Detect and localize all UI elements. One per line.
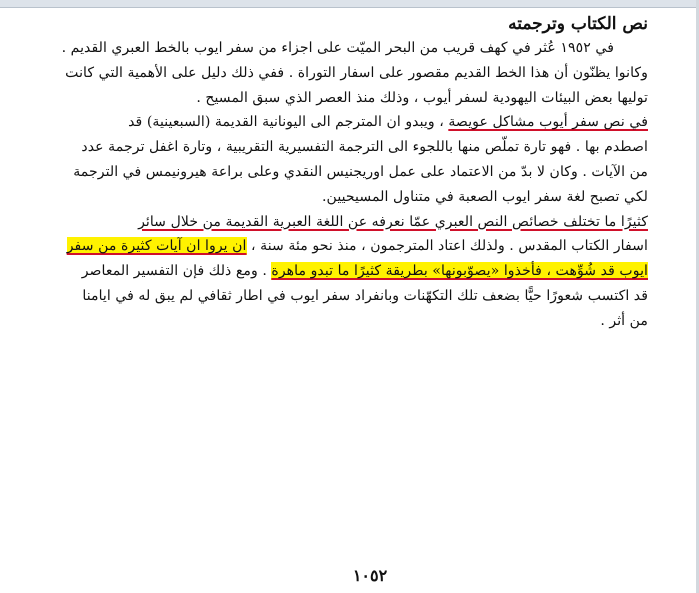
p3-line-3-rest: . ومع ذلك فإن التفسير المعاصر — [81, 263, 272, 280]
body-text — [61, 36, 648, 334]
page-heading: نص الكتاب وترجمته — [508, 14, 648, 34]
p2-line-4: لكي تصبح لغة سفر ايوب الصعبة في متناول المسيحيين. — [322, 188, 648, 205]
p3-line-4: قد اكتسب شعورًا حيًّا بضعف تلك التكهّنات وبانفراد سفر ايوب في اطار ثقافي لم يبق له في ايامنا — [82, 287, 648, 304]
underlined-phrase-problems: في نص سفر أيوب مشاكل عويصة — [448, 114, 648, 131]
p1-line-1: في ١٩٥٢ عُثر في كهف قريب من البحر الميّت على اجزاء من سفر ايوب بالخط العبري القديم . — [61, 40, 614, 56]
p3-line-2-start: اسفار الكتاب المقدس . ولذلك اعتاد المترجمون ، منذ نحو مئة سنة ، — [246, 238, 648, 255]
p3-line-3 — [81, 259, 648, 284]
p2-line-1-rest: ، ويبدو ان المترجم الى اليونانية القديمة (السبعينية) قد — [128, 114, 449, 131]
p3-line-5: من أثر . — [600, 312, 648, 329]
viewer-top-strip — [0, 0, 699, 8]
p3-line-1: كثيرًا ما تختلف خصائص النص العبري عمّا نعرفه عن اللغة العبرية القديمة من خلال سائر — [138, 213, 648, 230]
highlighted-phrase-corrupted: ايوب قد شُوِّهت ، فأخذوا «يصوّبونها» بطريقة كثيرًا ما تبدو ماهرة — [271, 263, 648, 280]
p3-line-2 — [66, 234, 648, 259]
p2-line-3: من الآيات . وكان لا بدّ من الاعتماد على عمل اوريجنيس النقدي وعلى براعة هيرونيمس في الترجمة — [73, 163, 648, 180]
page-number: ١٠٥٢ — [352, 566, 388, 585]
p1-line-2: وكانوا يظنّون أن هذا الخط القديم مقصور على اسفار التوراة . ففي ذلك دليل على الأهمية التي كانت — [65, 64, 648, 81]
p1-line-3: توليها بعض البيئات اليهودية لسفر أيوب ، وذلك منذ العصر الذي سبق المسيح . — [196, 89, 648, 106]
p2-line-1 — [108, 110, 648, 135]
highlighted-phrase-verses: ان يروا ان آيات كثيرة من سفر — [66, 238, 247, 255]
document-page — [61, 8, 648, 593]
p2-line-2: اصطدم بها . فهو تارة تملّص منها باللجوء الى الترجمة التفسيرية التقريبية ، وتارة اغفل ترجمة عدد — [81, 139, 648, 156]
